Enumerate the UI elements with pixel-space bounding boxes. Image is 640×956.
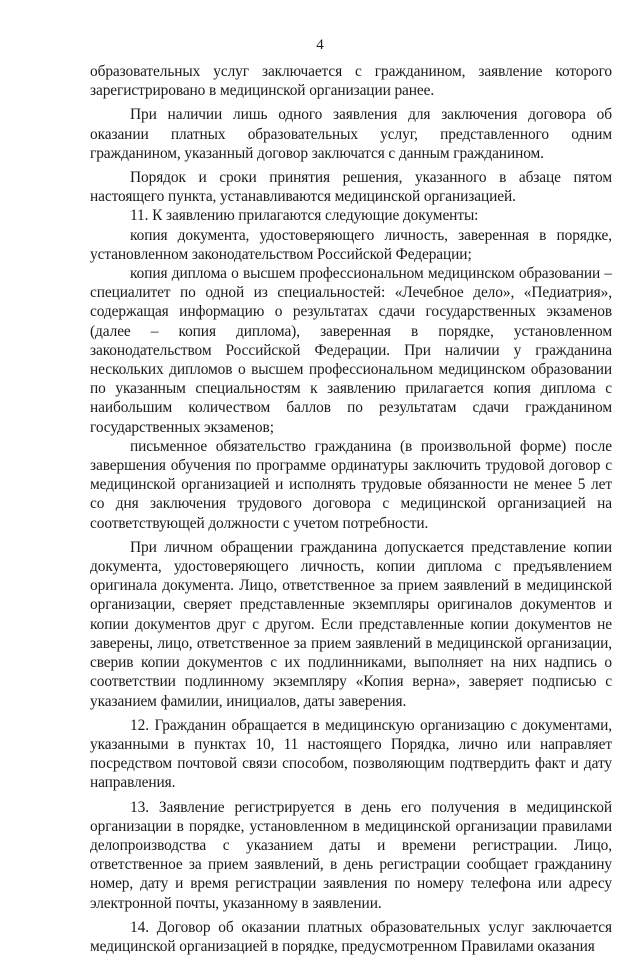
paragraph: При личном обращении гражданина допускается представление копии документа, удостоверяющего личность, копии диплома с предъявлением оригинала документа. Лицо, ответственное за прием заявлений в медицинской организации, сверяет представленные экземпляры оригиналов документов и копии документов друг с другом. Если представленные копии документов не заверены, лицо, ответственное за прием заявлений в медицинской организации, сверив копии документов с их подлинниками, выполняет на них надпись о соответствии подлинному экземпляру «Копия верна», заверяет подписью с указанием фамилии, инициалов, даты заверения. xyxy=(90,538,612,710)
paragraph: письменное обязательство гражданина (в произвольной форме) после завершения обучения по программе ординатуры заключить трудовой договор с медицинской организацией и исполнять трудовые обязанности не менее 5 лет со дня заключения трудового договора с медицинской организацией на соответствующей должности с учетом потребности. xyxy=(90,437,612,532)
paragraph: При наличии лишь одного заявления для заключения договора об оказании платных образовательных услуг, представленного одним гражданином, указанный договор заключатся с данным гражданином. xyxy=(90,106,612,162)
paragraph: образовательных услуг заключается с гражданином, заявление которого зарегистрировано в медицинской организации ранее. xyxy=(90,63,612,100)
document-body xyxy=(90,62,612,956)
paragraph: 12. Гражданин обращается в медицинскую организацию с документами, указанными в пунктах 10, 11 настоящего Порядка, лично или направляет посредством почтовой связи способом, позволяющим подтвердить факт и дату направления. xyxy=(90,716,612,792)
paragraph: 13. Заявление регистрируется в день его получения в медицинской организации в порядке, установленном в медицинской организации правилами делопроизводства с указанием даты и времени регистрации. Лицо, ответственное за прием заявлений, в день регистрации сообщает гражданину номер, дату и время регистрации заявления по номеру телефона или адресу электронной почты, указанному в заявлении. xyxy=(90,798,612,912)
page-number: 4 xyxy=(316,37,324,53)
paragraph: копия диплома о высшем профессиональном медицинском образовании – специалитет по одной из специальностей: «Лечебное дело», «Педиатрия», содержащая информацию о результатах сдачи государственных экзаменов (далее – копия диплома), заверенная в порядке, установленном законодательством Российской Федерации. При наличии у гражданина нескольких дипломов о высшем профессиональном медицинском образовании по указанным специальностям к заявлению прилагается копия диплома с наибольшим количеством баллов по результатам сдачи гражданином государственных экзаменов; xyxy=(90,265,612,436)
paragraph: копия документа, удостоверяющего личность, заверенная в порядке, установленном законодательством Российской Федерации; xyxy=(90,226,612,263)
paragraph: Порядок и сроки принятия решения, указанного в абзаце пятом настоящего пункта, устанавливаются медицинской организацией. xyxy=(90,169,612,206)
paragraph: 11. К заявлению прилагаются следующие документы: xyxy=(130,207,479,225)
paragraph: 14. Договор об оказании платных образовательных услуг заключается медицинской организацией в порядке, предусмотренном Правилами оказания xyxy=(90,918,612,955)
